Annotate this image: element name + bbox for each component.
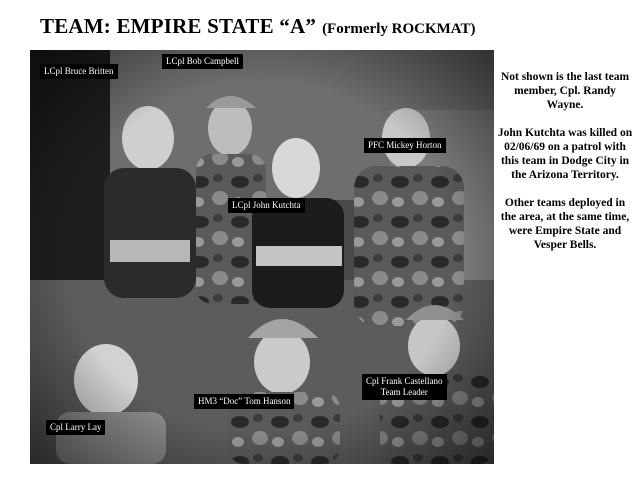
page-title [40,14,475,39]
label-tom-hanson: HM3 “Doc” Tom Hanson [194,394,294,409]
title-main: TEAM: EMPIRE STATE “A” [40,14,317,38]
note-missing-member: Not shown is the last team member, Cpl. Randy Wayne. [500,71,630,111]
label-john-kutchta: LCpl John Kutchta [228,198,305,213]
label-larry-lay: Cpl Larry Lay [46,420,105,435]
side-notes [496,70,634,266]
castellano-role: Team Leader [380,387,428,397]
team-photo [30,50,494,464]
label-frank-castellano [362,374,447,400]
label-bob-campbell: LCpl Bob Campbell [162,54,243,69]
note-other-teams: Other teams deployed in the area, at the same time, were Empire State and Vesper Bells. [500,197,630,251]
castellano-name: Cpl Frank Castellano [366,376,443,386]
label-bruce-britten: LCpl Bruce Britten [40,64,118,79]
title-sub: (Formerly ROCKMAT) [322,21,476,37]
note-kutchta: John Kutchta was killed on 02/06/69 on a patrol with this team in Dodge City in the Arizona Territory. [497,127,633,181]
label-mickey-horton: PFC Mickey Horton [364,138,446,153]
